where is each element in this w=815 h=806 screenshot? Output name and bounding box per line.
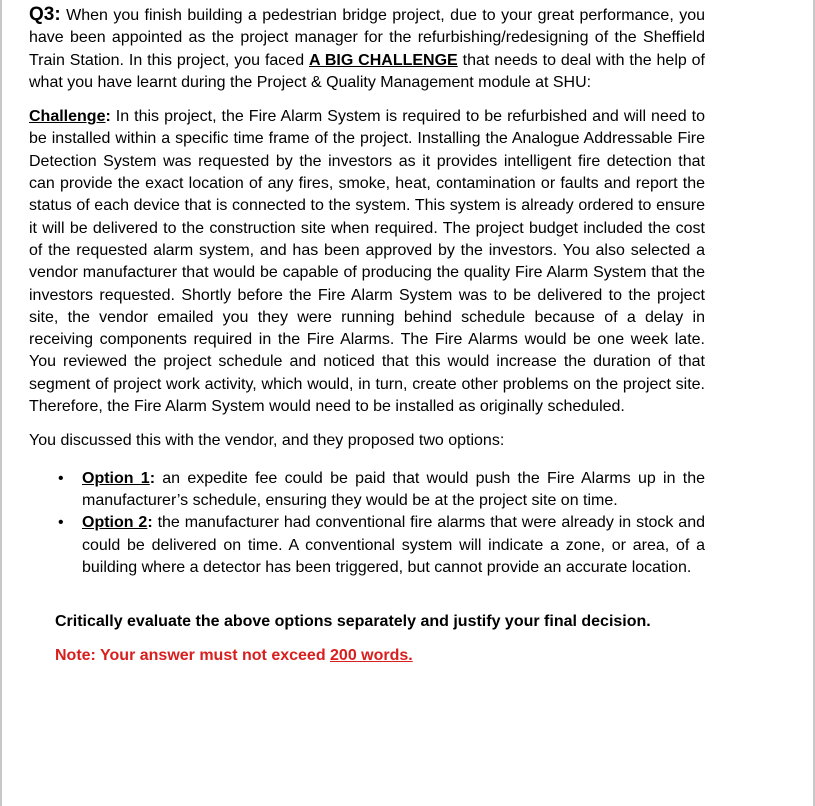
challenge-label: Challenge	[29, 108, 106, 126]
challenge-colon: :	[105, 108, 111, 126]
option-2-label: Option 2	[82, 514, 148, 532]
question-intro-paragraph	[29, 4, 705, 94]
note-prefix: Note: Your answer must not exceed	[55, 647, 331, 665]
word-limit-note	[55, 645, 705, 667]
left-margin-rule	[0, 0, 2, 806]
option-2-colon: :	[147, 514, 153, 532]
intro-text-part-2: that needs to deal with the help of what you have learnt during the Project & Quality Management module at SHU:	[29, 51, 705, 91]
note-word-limit: 200 words.	[330, 647, 413, 665]
options-list	[29, 468, 705, 579]
list-item-option-2	[29, 512, 705, 579]
question-label: Q3:	[29, 4, 61, 25]
challenge-text: In this project, the Fire Alarm System is required to be refurbished and will need to be installed within a specific time frame of the project. Installing the Analogue Addressable Fire Detection System was requested by the investors as it provides intelligent fire detection that can provide the exact location of any fires, smoke, heat, contamination or faults and report the status of each device that is connected to the system. This system is already ordered to ensure it will be delivered to the construction site when required. The project budget included the cost of the requested alarm system, and has been approved by the investors. You also selected a vendor manufacturer that would be capable of producing the quality Fire Alarm System that the investors requested. Shortly before the Fire Alarm System was to be delivered to the project site, the vendor emailed you they were running behind schedule because of a delay in receiving components required in the Fire Alarms. The Fire Alarms would be one week late. You reviewed the project schedule and noticed that this would increase the duration of that segment of project work activity, which would, in turn, create other problems on the project site. Therefore, the Fire Alarm System would need to be installed as originally scheduled.	[29, 108, 705, 416]
list-item-option-1	[29, 468, 705, 513]
option-1-label: Option 1	[82, 469, 150, 487]
option-2-text: the manufacturer had conventional fire alarms that were already in stock and could be delivered on time. A conventional system will indicate a zone, or area, of a building where a detector has been triggered, but cannot provide an accurate location.	[82, 514, 705, 576]
option-1-colon: :	[149, 469, 156, 487]
question-content	[29, 4, 705, 668]
intro-text-part-1: When you finish building a pedestrian bridge project, due to your great performance, you have been appointed as the project manager for the refurbishing/redesigning of the Sheffield Train Station. In this project, you faced	[29, 7, 705, 69]
option-1-text: an expedite fee could be paid that would push the Fire Alarms up in the manufacturer’s schedule, ensuring they would be at the project site on time.	[82, 469, 705, 509]
big-challenge-emphasis: A BIG CHALLENGE	[308, 51, 458, 69]
discussion-paragraph: You discussed this with the vendor, and they proposed two options:	[29, 432, 505, 450]
instruction-text: Critically evaluate the above options separately and justify your final decision.	[55, 613, 651, 631]
challenge-paragraph	[29, 106, 705, 418]
